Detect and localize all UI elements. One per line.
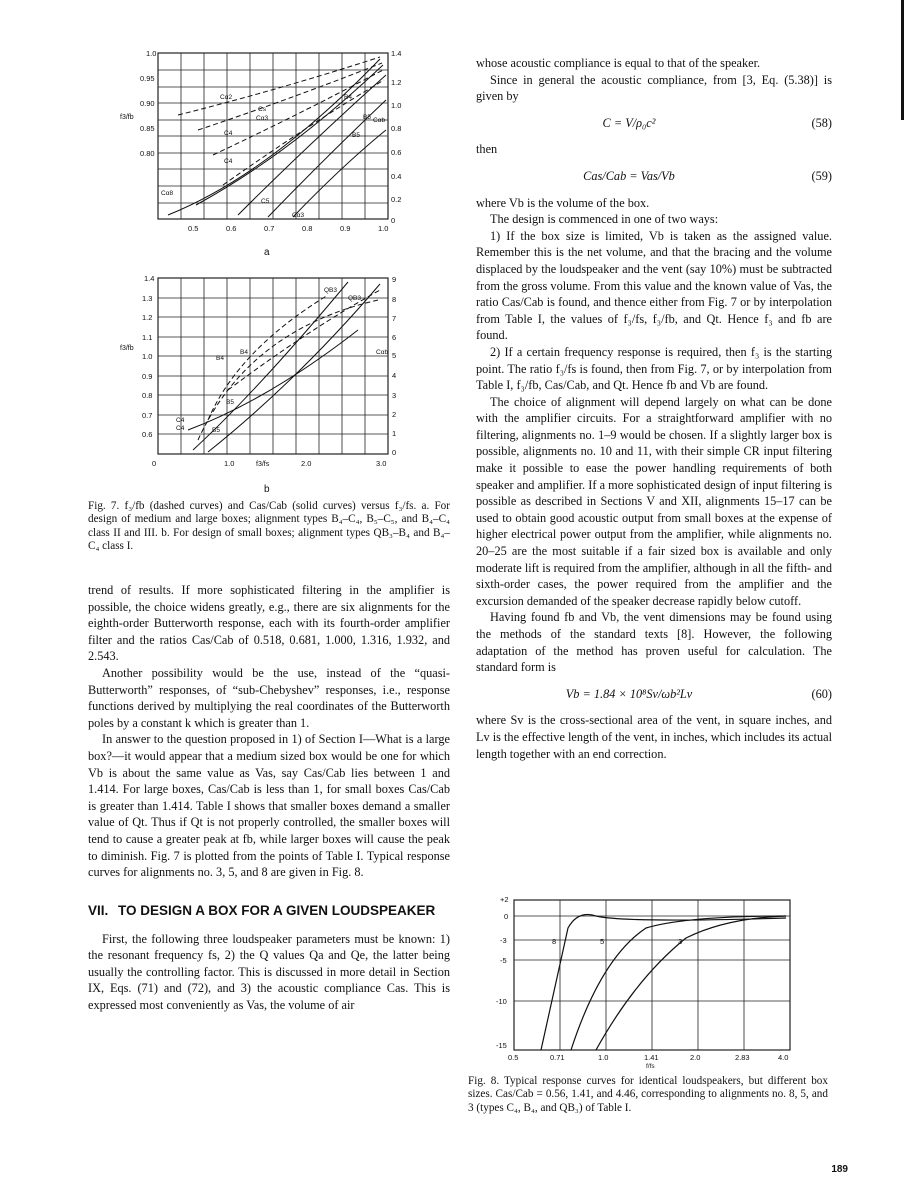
figure-7b-chart	[118, 270, 418, 495]
fig8-curve-label: 8	[552, 937, 557, 946]
left-paragraph: trend of results. If more sophisticated filtering in the amplifier is possible, the choice widens greatly, e.g., there are six alignments for the eighth-order Butterworth response, each with its fourth-order amplifier filter and the ratios Cas/Cab of 0.518, 0.681, 1.000, 1.316, 1.932, and 2.543.	[88, 583, 450, 664]
fig7a-bottom-tick: 1.0	[378, 224, 389, 233]
section-heading-number: VII.	[88, 902, 109, 918]
equation-expression: C = V/ρ₀c²	[602, 115, 656, 130]
fig7b-right-tick: 2	[392, 410, 397, 419]
right-paragraph: The choice of alignment will depend largely on what can be done with the amplifier circuits. For a straightforward amplifier with no filtering, alignments no. 1–9 would be chosen. If a slightly larger box is possible, alignments no. 10 and 11, with their simple CR input filtering make it possible to ease the power handling requirements of both speaker and amplifier. If a more sophisticated design of input filtering is possible as described in Sections V and XII, alignments 15–17 can be used to obtain good acoustic output from small boxes at the expense of higher electrical power output from the amplifier, while alignments no. 20–25 are the most suitable if a fair sized box is available and only moderate lift is required from the amplifier, although in all the fifth- and sixth-order cases, the power required from the amplifier and the excursion demanded of the speaker decrease rapidly below cutoff.	[476, 394, 832, 608]
fig7b-bottom-tick: 2.0	[301, 459, 312, 468]
fig7b-curve-label: B4	[216, 355, 224, 362]
fig8-x-tick: 2.83	[735, 1053, 750, 1062]
equation-expression: Vb = 1.84 × 10⁸Sv/ωb²Lv	[565, 686, 693, 701]
fig7a-left-tick: 0.85	[140, 124, 155, 133]
fig7a-bottom-tick: 0.5	[188, 224, 199, 233]
fig7a-right-tick: 0.8	[391, 124, 402, 133]
right-paragraph: The design is commenced in one of two ways:	[490, 212, 719, 227]
right-paragraph: Since in general the acoustic compliance, from [3, Eq. (5.38)] is given by	[476, 72, 832, 104]
fig8-curve-label: 3	[678, 937, 683, 946]
figure-7-caption: Fig. 7. f₃/fb (dashed curves) and Cas/Cab (solid curves) versus f₃/fs. a. For design of medium and large boxes; alignment types B₄–C₄, B₅–C₅, and B₄–C₄ class II and III. b. For design of small boxes; alignment types QB₃–B₄ and B₄–C₄ class I.	[88, 500, 450, 553]
fig8-curve-label: 5	[600, 937, 605, 946]
fig7a-bottom-tick: 0.8	[302, 224, 313, 233]
right-column	[476, 55, 832, 762]
fig7a-curve-label: Cs	[258, 106, 266, 113]
section-heading	[88, 903, 450, 919]
fig7b-right-tick: 5	[392, 351, 397, 360]
left-paragraph: In answer to the question proposed in 1) of Section I—What is a large box?—it would appear that a medium sized box would be one for which Vb is about the same value as Vas, say Cas/Cab lies between 1 and 1.414. For large boxes, Cas/Cab is less than 1, for small boxes Cas/Cab is greater than 1.414. Table I shows that smaller boxes demand a smaller value of Qt. Thus if Qt is not properly controlled, the smaller boxes will tend to cause a greater peak at fb, while larger boxes will cause the peak to diminish. Fig. 7 is plotted from the points of Table I. Typical response curves for alignments no. 3, 5, and 8 are given in Fig. 8.	[88, 732, 450, 880]
equation-expression: Cas/Cab = Vas/Vb	[583, 168, 675, 183]
fig7b-curve-label: B4	[240, 349, 248, 356]
fig8-x-tick: 0.71	[550, 1053, 565, 1062]
right-paragraph: 2) If a certain frequency response is required, then f₃ is the starting point. The ratio f₃/fs is found, then from Fig. 7, or by interpolation from Table I, f₃/fb, Cas/Cab, and Qt. Hence fb and Vb are found.	[476, 344, 832, 393]
fig7b-y-label: f3/fb	[120, 345, 134, 352]
fig8-x-tick: 0.5	[508, 1053, 519, 1062]
fig7b-left-tick: 1.1	[142, 333, 153, 342]
fig8-x-tick: 1.41	[644, 1053, 659, 1062]
fig7a-curve-label: C5	[261, 198, 270, 205]
fig7a-bottom-tick: 0.9	[340, 224, 351, 233]
fig7a-right-tick: 0	[391, 216, 396, 225]
fig7b-left-tick: 1.0	[142, 352, 153, 361]
equation-59	[476, 168, 832, 185]
fig7a-left-tick: 1.0	[146, 49, 157, 58]
fig7b-right-tick: 6	[392, 333, 397, 342]
fig7a-bottom-tick: 0.6	[226, 224, 237, 233]
fig7a-bottom-tick: 0.7	[264, 224, 275, 233]
right-paragraph: Having found fb and Vb, the vent dimensions may be found using the methods of the standard texts [8]. However, the following adaptation of the method has proven useful for calculation. The standard form is	[476, 610, 832, 675]
fig7b-right-tick: 3	[392, 391, 397, 400]
fig7b-right-tick: 7	[392, 314, 397, 323]
fig7a-curve-label: C4	[224, 130, 233, 137]
fig7a-right-tick: 0.6	[391, 148, 402, 157]
fig7b-bottom-tick: 3.0	[376, 459, 387, 468]
fig8-x-tick: 2.0	[690, 1053, 701, 1062]
fig7a-curve-label: Cα3	[292, 212, 305, 219]
equation-number: (59)	[811, 168, 832, 183]
fig7a-y-label: f3/fb	[120, 114, 134, 121]
fig7a-left-tick: 0.80	[140, 149, 155, 158]
fig7a-right-tick: 0.2	[391, 195, 402, 204]
left-paragraph: Another possibility would be the use, instead of the “quasi-Butterworth” responses, of “sub-Chebyshev” responses, i.e., response functions derived by multiplying the real coordinates of the Butterworth poles by a constant k which is greater than 1.	[88, 665, 450, 730]
fig8-y-tick: -10	[496, 997, 507, 1006]
fig7b-right-tick: 8	[392, 295, 397, 304]
fig7a-curve-label: B4	[344, 94, 352, 101]
fig7b-right-tick: 0	[392, 448, 397, 457]
fig7b-left-tick: 1.2	[142, 313, 153, 322]
fig8-x-tick: 4.0	[778, 1053, 789, 1062]
fig7a-curve-label: B5	[363, 114, 371, 121]
right-paragraph: then	[476, 142, 498, 157]
page-edge-mark	[901, 0, 904, 120]
fig8-x-label: f/fs	[646, 1063, 655, 1068]
right-paragraph: 1) If the box size is limited, Vb is taken as the assigned value. Remember this is the net volume, and that the bracing and the volume displaced by the loudspeaker and the vent (say 10%) must be subtracted from the gross volume. From this value and the known value of Vas, the ratio Cas/Cab is found, and thence either from Fig. 7 or by interpolation from Table I, the values of f₃/fs, f₃/fb, and Qt. Hence f₃ and fb are found.	[476, 228, 832, 343]
fig7a-curve-label: Cα2	[220, 94, 233, 101]
fig7b-right-tick: 1	[392, 429, 397, 438]
figure-8-chart	[486, 888, 816, 1068]
fig7a-right-tick: 1.2	[391, 78, 402, 87]
fig7b-curve-label: C4	[176, 417, 185, 424]
fig7b-right-tick: 4	[392, 371, 397, 380]
fig8-y-tick: -15	[496, 1041, 507, 1050]
fig7a-left-tick: 0.95	[140, 74, 155, 83]
equation-60	[476, 686, 832, 703]
fig7a-panel-label: a	[264, 247, 270, 258]
left-column	[88, 582, 450, 1014]
fig7b-left-tick: 0.6	[142, 430, 153, 439]
fig7b-curve-label: C4	[176, 425, 185, 432]
fig7a-curve-label: B5	[352, 132, 360, 139]
equation-number: (58)	[811, 115, 832, 130]
fig7b-left-tick: 0.9	[142, 372, 153, 381]
fig7a-left-tick: 0.90	[140, 99, 155, 108]
fig7b-curve-label: B5	[212, 427, 220, 434]
fig7a-curve-label: Cα8	[161, 190, 174, 197]
fig8-y-tick: -5	[500, 956, 507, 965]
fig8-x-tick: 1.0	[598, 1053, 609, 1062]
fig7b-left-tick: 1.3	[142, 294, 153, 303]
fig7b-panel-label: b	[264, 484, 270, 495]
page-number: 189	[831, 1164, 848, 1175]
fig8-y-tick: -3	[500, 936, 507, 945]
left-paragraph: First, the following three loudspeaker parameters must be known: 1) the resonant frequency fs, 2) the Q values Qa and Qe, the latter being usually the controlling factor. This is discussed in more detail in Section IX, Eqs. (71) and (72), and 3) the acoustic compliance Cas. This is expressed most conveniently as Vas, the volume of air	[88, 931, 450, 1013]
figure-7a-chart	[118, 45, 418, 260]
fig7b-curve-label: QB3	[324, 287, 338, 294]
fig7a-curve-label: C4	[224, 158, 233, 165]
fig7b-curve-label: QB3	[348, 295, 362, 302]
figure-8-caption: Fig. 8. Typical response curves for identical loudspeakers, but different box sizes. Cas/Cab = 0.56, 1.41, and 4.46, corresponding to alignments no. 8, 5, and 3 (types C₄, B₄, and QB₃) of Table I.	[468, 1075, 828, 1114]
fig7a-right-tick: 1.0	[391, 101, 402, 110]
fig7b-bottom-tick: 1.0	[224, 459, 235, 468]
section-heading-text: TO DESIGN A BOX FOR A GIVEN LOUDSPEAKER	[118, 902, 436, 918]
fig8-y-tick: +2	[500, 895, 509, 904]
fig8-y-tick: 0	[504, 912, 509, 921]
fig7b-left-tick: 0.8	[142, 391, 153, 400]
right-paragraph: whose acoustic compliance is equal to that of the speaker.	[476, 56, 761, 70]
equation-number: (60)	[811, 686, 832, 701]
fig7a-curve-label: Cα3	[256, 115, 269, 122]
fig7b-left-tick: 1.4	[144, 274, 155, 283]
fig7a-curve-label: Cαb	[373, 117, 386, 124]
right-paragraph: where Vb is the volume of the box.	[476, 195, 650, 210]
fig7a-right-tick: 1.4	[391, 49, 402, 58]
fig7b-left-tick: 0.7	[142, 411, 153, 420]
fig7a-right-tick: 0.4	[391, 172, 402, 181]
fig7b-curve-label: B5	[226, 399, 234, 406]
equation-58	[476, 115, 832, 132]
fig7b-right-tick: 9	[392, 275, 397, 284]
fig7b-bottom-tick: 0	[152, 459, 157, 468]
fig7b-curve-label: Cαb	[376, 349, 389, 356]
right-paragraph: where Sv is the cross-sectional area of the vent, in square inches, and Lv is the effective length of the vent, in inches, which includes its actual length together with an end correction.	[476, 713, 832, 761]
fig7b-x-label: f3/fs	[256, 461, 270, 468]
